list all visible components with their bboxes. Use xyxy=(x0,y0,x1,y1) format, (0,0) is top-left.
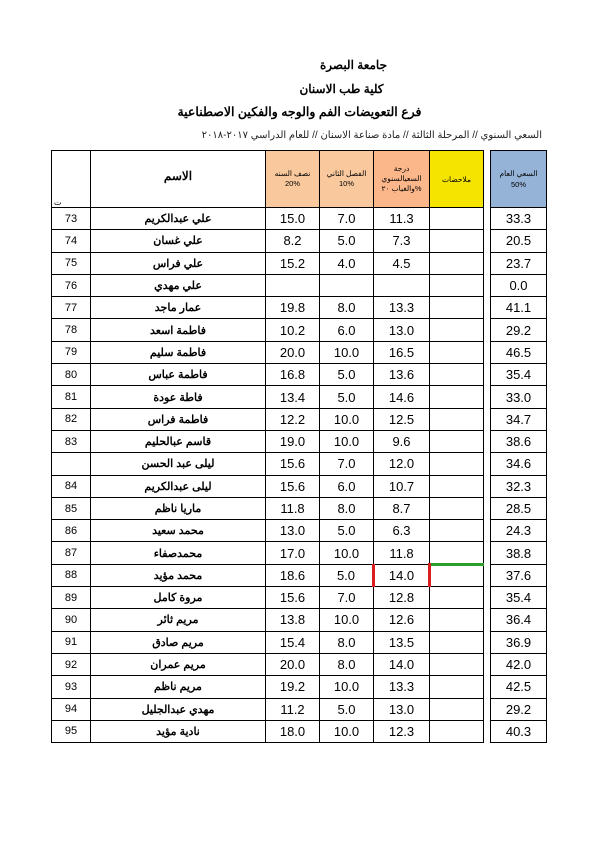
cell-second-term: 10.0 xyxy=(320,720,374,742)
cell-total: 41.1 xyxy=(491,297,547,319)
cell-total: 42.0 xyxy=(491,653,547,675)
table-row xyxy=(52,453,547,475)
cell-gap xyxy=(484,587,491,609)
cell-gap xyxy=(484,430,491,452)
cell-name: فاطمة عباس xyxy=(91,364,266,386)
cell-gap xyxy=(484,564,491,586)
cell-midyear: 19.2 xyxy=(266,676,320,698)
cell-total: 23.7 xyxy=(491,252,547,274)
table-row xyxy=(52,631,547,653)
cell-total: 29.2 xyxy=(491,698,547,720)
cell-index: 84 xyxy=(52,475,91,497)
table-row xyxy=(52,475,547,497)
table-row xyxy=(52,720,547,742)
cell-midyear: 15.6 xyxy=(266,587,320,609)
table-row xyxy=(52,497,547,519)
table-row xyxy=(52,587,547,609)
cell-total: 28.5 xyxy=(491,497,547,519)
cell-gap xyxy=(484,274,491,296)
cell-notes xyxy=(430,631,484,653)
cell-index: 87 xyxy=(52,542,91,564)
cell-index: 93 xyxy=(52,676,91,698)
cell-gap xyxy=(484,230,491,252)
cell-second-term: 8.0 xyxy=(320,631,374,653)
header-attendance-l2: السعيالسنوي xyxy=(381,174,422,183)
cell-midyear: 13.4 xyxy=(266,386,320,408)
cell-notes xyxy=(430,653,484,675)
cell-midyear: 16.8 xyxy=(266,364,320,386)
cell-midyear: 20.0 xyxy=(266,653,320,675)
cell-second-term: 10.0 xyxy=(320,676,374,698)
cell-total: 29.2 xyxy=(491,319,547,341)
table-row xyxy=(52,430,547,452)
cell-name: مريم ثائر xyxy=(91,609,266,631)
cell-name: مريم صادق xyxy=(91,631,266,653)
cell-name: فاطمة سليم xyxy=(91,341,266,363)
cell-second-term: 5.0 xyxy=(320,698,374,720)
cell-midyear: 15.4 xyxy=(266,631,320,653)
cell-second-term: 5.0 xyxy=(320,520,374,542)
cell-second-term: 7.0 xyxy=(320,587,374,609)
cell-second-term: 8.0 xyxy=(320,497,374,519)
cell-second-term: 5.0 xyxy=(320,564,374,586)
cell-second-term: 10.0 xyxy=(320,542,374,564)
cell-midyear: 8.2 xyxy=(266,230,320,252)
header-attendance-l3: %والغياب ٢٠ xyxy=(381,184,422,193)
cell-attendance: 13.0 xyxy=(374,698,430,720)
cell-total: 0.0 xyxy=(491,274,547,296)
header-attendance-l1: درجة xyxy=(393,164,410,173)
cell-attendance xyxy=(374,274,430,296)
cell-attendance: 14.0 xyxy=(374,653,430,675)
cell-midyear: 12.2 xyxy=(266,408,320,430)
cell-notes xyxy=(430,520,484,542)
cell-notes xyxy=(430,720,484,742)
cell-name: ماريا ناظم xyxy=(91,497,266,519)
table-row xyxy=(52,230,547,252)
header-midyear xyxy=(266,151,320,208)
cell-gap xyxy=(484,542,491,564)
cell-midyear: 11.8 xyxy=(266,497,320,519)
cell-name: مريم ناظم xyxy=(91,676,266,698)
cell-name: ليلى عبد الحسن xyxy=(91,453,266,475)
cell-gap xyxy=(484,408,491,430)
cell-index: 75 xyxy=(52,252,91,274)
cell-index: 80 xyxy=(52,364,91,386)
cell-index: 90 xyxy=(52,609,91,631)
table-row xyxy=(52,609,547,631)
header-name xyxy=(91,151,266,208)
cell-midyear: 11.2 xyxy=(266,698,320,720)
cell-total: 38.8 xyxy=(491,542,547,564)
cell-gap xyxy=(484,676,491,698)
cell-attendance: 13.5 xyxy=(374,631,430,653)
cell-notes xyxy=(430,208,484,230)
cell-total: 46.5 xyxy=(491,341,547,363)
cell-gap xyxy=(484,497,491,519)
cell-index: 94 xyxy=(52,698,91,720)
cell-second-term: 10.0 xyxy=(320,341,374,363)
table-row xyxy=(52,208,547,230)
cell-second-term: 10.0 xyxy=(320,408,374,430)
cell-notes xyxy=(430,475,484,497)
cell-second-term: 5.0 xyxy=(320,230,374,252)
cell-notes xyxy=(430,564,484,586)
table-row xyxy=(52,319,547,341)
header-index: ت xyxy=(52,151,91,208)
cell-midyear: 19.8 xyxy=(266,297,320,319)
cell-notes xyxy=(430,319,484,341)
cell-notes xyxy=(430,497,484,519)
cell-attendance: 10.7 xyxy=(374,475,430,497)
cell-total: 35.4 xyxy=(491,364,547,386)
cell-midyear: 13.0 xyxy=(266,520,320,542)
cell-name: علي مهدي xyxy=(91,274,266,296)
cell-name: مهدي عبدالجليل xyxy=(91,698,266,720)
cell-second-term: 7.0 xyxy=(320,208,374,230)
cell-gap xyxy=(484,609,491,631)
cell-notes xyxy=(430,430,484,452)
cell-index: 77 xyxy=(52,297,91,319)
cell-gap xyxy=(484,631,491,653)
cell-gap xyxy=(484,653,491,675)
cell-midyear: 10.2 xyxy=(266,319,320,341)
cell-total: 33.0 xyxy=(491,386,547,408)
cell-midyear xyxy=(266,274,320,296)
cell-total: 37.6 xyxy=(491,564,547,586)
cell-gap xyxy=(484,341,491,363)
cell-index: 89 xyxy=(52,587,91,609)
cell-total: 20.5 xyxy=(491,230,547,252)
cell-index: 88 xyxy=(52,564,91,586)
cell-index: 86 xyxy=(52,520,91,542)
cell-notes xyxy=(430,676,484,698)
cell-attendance: 6.3 xyxy=(374,520,430,542)
cell-name: مريم عمران xyxy=(91,653,266,675)
cell-midyear: 18.6 xyxy=(266,564,320,586)
cell-total: 33.3 xyxy=(491,208,547,230)
cell-second-term: 10.0 xyxy=(320,430,374,452)
header-second-term-weight: 10% xyxy=(338,179,354,188)
cell-index: 92 xyxy=(52,653,91,675)
table-row xyxy=(52,542,547,564)
table-row xyxy=(52,341,547,363)
cell-attendance: 16.5 xyxy=(374,341,430,363)
cell-gap xyxy=(484,475,491,497)
cell-attendance: 12.8 xyxy=(374,587,430,609)
cell-notes xyxy=(430,698,484,720)
cell-name: ليلى عبدالكريم xyxy=(91,475,266,497)
cell-gap xyxy=(484,698,491,720)
cell-notes xyxy=(430,297,484,319)
cell-midyear: 20.0 xyxy=(266,341,320,363)
cell-index: 73 xyxy=(52,208,91,230)
cell-gap xyxy=(484,386,491,408)
cell-second-term: 8.0 xyxy=(320,653,374,675)
cell-attendance: 14.6 xyxy=(374,386,430,408)
cell-total: 34.7 xyxy=(491,408,547,430)
cell-gap xyxy=(484,252,491,274)
table-row xyxy=(52,653,547,675)
cell-attendance: 12.6 xyxy=(374,609,430,631)
college-title: كلية طب الاسنان xyxy=(299,82,384,96)
cell-second-term: 6.0 xyxy=(320,475,374,497)
cell-name: فاطة عودة xyxy=(91,386,266,408)
cell-attendance: 13.0 xyxy=(374,319,430,341)
cell-notes xyxy=(430,542,484,564)
cell-notes xyxy=(430,609,484,631)
cell-second-term xyxy=(320,274,374,296)
cell-attendance: 8.7 xyxy=(374,497,430,519)
cell-name: محمدصفاء xyxy=(91,542,266,564)
cell-attendance: 13.3 xyxy=(374,676,430,698)
cell-notes xyxy=(430,341,484,363)
cell-name: فاطمة فراس xyxy=(91,408,266,430)
table-row xyxy=(52,274,547,296)
table-header-row xyxy=(52,151,547,208)
cell-attendance: 12.0 xyxy=(374,453,430,475)
cell-name: عمار ماجد xyxy=(91,297,266,319)
cell-midyear: 15.0 xyxy=(266,208,320,230)
cell-gap xyxy=(484,453,491,475)
cell-index: 91 xyxy=(52,631,91,653)
cell-midyear: 19.0 xyxy=(266,430,320,452)
cell-index: 79 xyxy=(52,341,91,363)
cell-total: 24.3 xyxy=(491,520,547,542)
table-row xyxy=(52,364,547,386)
cell-notes xyxy=(430,230,484,252)
grades-table xyxy=(51,150,547,743)
cell-index: 83 xyxy=(52,430,91,452)
cell-gap xyxy=(484,364,491,386)
cell-name: نادية مؤيد xyxy=(91,720,266,742)
cell-total: 32.3 xyxy=(491,475,547,497)
cell-name: محمد سعيد xyxy=(91,520,266,542)
cell-gap xyxy=(484,297,491,319)
table-row xyxy=(52,297,547,319)
cell-second-term: 8.0 xyxy=(320,297,374,319)
cell-second-term: 5.0 xyxy=(320,386,374,408)
cell-index: 82 xyxy=(52,408,91,430)
cell-attendance: 12.3 xyxy=(374,720,430,742)
cell-midyear: 18.0 xyxy=(266,720,320,742)
header-notes: ملاحضات xyxy=(430,151,484,208)
cell-gap xyxy=(484,319,491,341)
header-total xyxy=(491,151,547,208)
cell-attendance: 7.3 xyxy=(374,230,430,252)
cell-attendance: 13.3 xyxy=(374,297,430,319)
cell-attendance: 9.6 xyxy=(374,430,430,452)
cell-midyear: 13.8 xyxy=(266,609,320,631)
cell-notes xyxy=(430,274,484,296)
cell-total: 38.6 xyxy=(491,430,547,452)
cell-index: 74 xyxy=(52,230,91,252)
header-second-term xyxy=(320,151,374,208)
cell-name: علي فراس xyxy=(91,252,266,274)
cell-gap xyxy=(484,208,491,230)
cell-attendance-flagged: 14.0 xyxy=(374,564,430,586)
cell-second-term: 10.0 xyxy=(320,609,374,631)
table-row xyxy=(52,252,547,274)
cell-index: 85 xyxy=(52,497,91,519)
cell-gap xyxy=(484,720,491,742)
cell-name: قاسم عبالحليم xyxy=(91,430,266,452)
cell-total: 40.3 xyxy=(491,720,547,742)
cell-second-term: 5.0 xyxy=(320,364,374,386)
cell-midyear: 15.6 xyxy=(266,453,320,475)
table-row xyxy=(52,386,547,408)
header-midyear-weight: 20% xyxy=(284,179,300,188)
cell-attendance: 11.8 xyxy=(374,542,430,564)
table-row xyxy=(52,564,547,586)
cell-notes xyxy=(430,386,484,408)
cell-second-term: 7.0 xyxy=(320,453,374,475)
cell-notes xyxy=(430,252,484,274)
cell-index xyxy=(52,453,91,475)
cell-gap xyxy=(484,520,491,542)
cell-notes xyxy=(430,453,484,475)
cell-notes xyxy=(430,364,484,386)
cell-total: 34.6 xyxy=(491,453,547,475)
university-title: جامعة البصرة xyxy=(320,58,387,72)
cell-index: 78 xyxy=(52,319,91,341)
table-row xyxy=(52,408,547,430)
cell-index: 76 xyxy=(52,274,91,296)
cell-attendance: 12.5 xyxy=(374,408,430,430)
table-row xyxy=(52,698,547,720)
cell-midyear: 15.2 xyxy=(266,252,320,274)
cell-attendance: 11.3 xyxy=(374,208,430,230)
cell-name: محمد مؤيد xyxy=(91,564,266,586)
cell-notes xyxy=(430,408,484,430)
cell-attendance: 13.6 xyxy=(374,364,430,386)
header-gap xyxy=(484,151,491,208)
cell-midyear: 15.6 xyxy=(266,475,320,497)
cell-attendance: 4.5 xyxy=(374,252,430,274)
cell-index: 81 xyxy=(52,386,91,408)
cell-total: 42.5 xyxy=(491,676,547,698)
table-row xyxy=(52,520,547,542)
cell-total: 35.4 xyxy=(491,587,547,609)
cell-index: 95 xyxy=(52,720,91,742)
cell-name: علي غسان xyxy=(91,230,266,252)
department-title: فرع التعويضات الفم والوجه والفكين الاصطناعية xyxy=(177,105,422,119)
cell-midyear: 17.0 xyxy=(266,542,320,564)
cell-second-term: 4.0 xyxy=(320,252,374,274)
cell-second-term: 6.0 xyxy=(320,319,374,341)
header-total-label: السعي العام xyxy=(499,169,538,178)
header-second-term-label: الفصل الثاني xyxy=(326,169,367,178)
cell-notes xyxy=(430,587,484,609)
sheet-subtitle: السعي السنوي // المرحلة الثالثة // مادة صناعة الاسنان // للعام الدراسي ٢٠١٧-٢٠١٨ xyxy=(201,130,542,141)
cell-total: 36.9 xyxy=(491,631,547,653)
table-row xyxy=(52,676,547,698)
header-midyear-label: نصف السنه xyxy=(274,169,311,178)
cell-total: 36.4 xyxy=(491,609,547,631)
header-attendance xyxy=(374,151,430,208)
cell-name: علي عبدالكريم xyxy=(91,208,266,230)
header-name-label: الاسم xyxy=(163,169,193,183)
header-total-weight: 50% xyxy=(510,180,526,189)
cell-name: فاطمة اسعد xyxy=(91,319,266,341)
cell-name: مروة كامل xyxy=(91,587,266,609)
